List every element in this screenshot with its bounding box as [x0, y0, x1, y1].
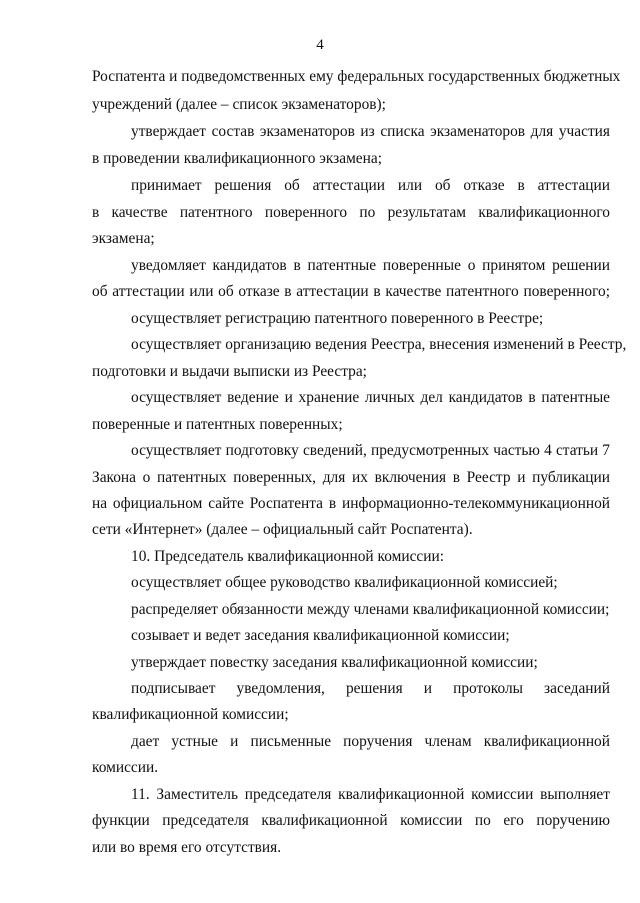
text-line: осуществляет организацию ведения Реестра, внесения изменений в Реестр,: [131, 336, 627, 353]
text-line: осуществляет общее руководство квалификационной комиссией;: [131, 574, 558, 591]
text-line: осуществляет регистрацию патентного поверенного в Реестре;: [131, 310, 544, 327]
text-line: сети «Интернет» (далее – официальный сайт Роспатента).: [92, 521, 473, 538]
text-line: комиссии.: [92, 759, 159, 776]
text-line: функции председателя квалификационной комиссии по его поручению: [92, 812, 610, 829]
text-line: Закона о патентных поверенных, для их включения в Реестр и публикации: [92, 469, 610, 486]
text-line: осуществляет подготовку сведений, предусмотренных частью 4 статьи 7: [131, 442, 610, 459]
section-heading: 11. Заместитель председателя квалификационной комиссии выполняет: [131, 786, 610, 803]
text-line: принимает решения об аттестации или об отказе в аттестации: [131, 177, 610, 194]
text-line: в проведении квалификационного экзамена;: [92, 150, 382, 167]
page-number: 4: [316, 37, 324, 53]
text-line: дает устные и письменные поручения членам квалификационной: [131, 733, 610, 750]
text-line: осуществляет ведение и хранение личных дел кандидатов в патентные: [131, 389, 610, 406]
text-line: подписывает уведомления, решения и протоколы заседаний: [131, 680, 610, 697]
text-line: в качестве патентного поверенного по результатам квалификационного: [92, 204, 610, 221]
text-line: об аттестации или об отказе в аттестации в качестве патентного поверенного;: [92, 283, 610, 300]
text-line: подготовки и выдачи выписки из Реестра;: [92, 363, 367, 380]
section-heading: 10. Председатель квалификационной комиссии:: [131, 548, 444, 565]
text-line: экзамена;: [92, 230, 155, 247]
text-line: поверенные и патентных поверенных;: [92, 416, 343, 433]
text-line: квалификационной комиссии;: [92, 706, 289, 723]
text-line: утверждает состав экзаменаторов из списка экзаменаторов для участия: [131, 123, 610, 140]
text-line: уведомляет кандидатов в патентные поверенные о принятом решении: [131, 257, 610, 274]
text-line: учреждений (далее – список экзаменаторов);: [92, 96, 386, 113]
text-line: Роспатента и подведомственных ему федеральных государственных бюджетных: [92, 68, 621, 85]
text-line: созывает и ведет заседания квалификационной комиссии;: [131, 627, 510, 644]
text-line: распределяет обязанности между членами квалификационной комиссии;: [131, 601, 610, 618]
text-line: или во время его отсутствия.: [92, 839, 282, 856]
text-line: утверждает повестку заседания квалификационной комиссии;: [131, 654, 538, 671]
text-line: на официальном сайте Роспатента в информационно-телекоммуникационной: [92, 495, 610, 512]
